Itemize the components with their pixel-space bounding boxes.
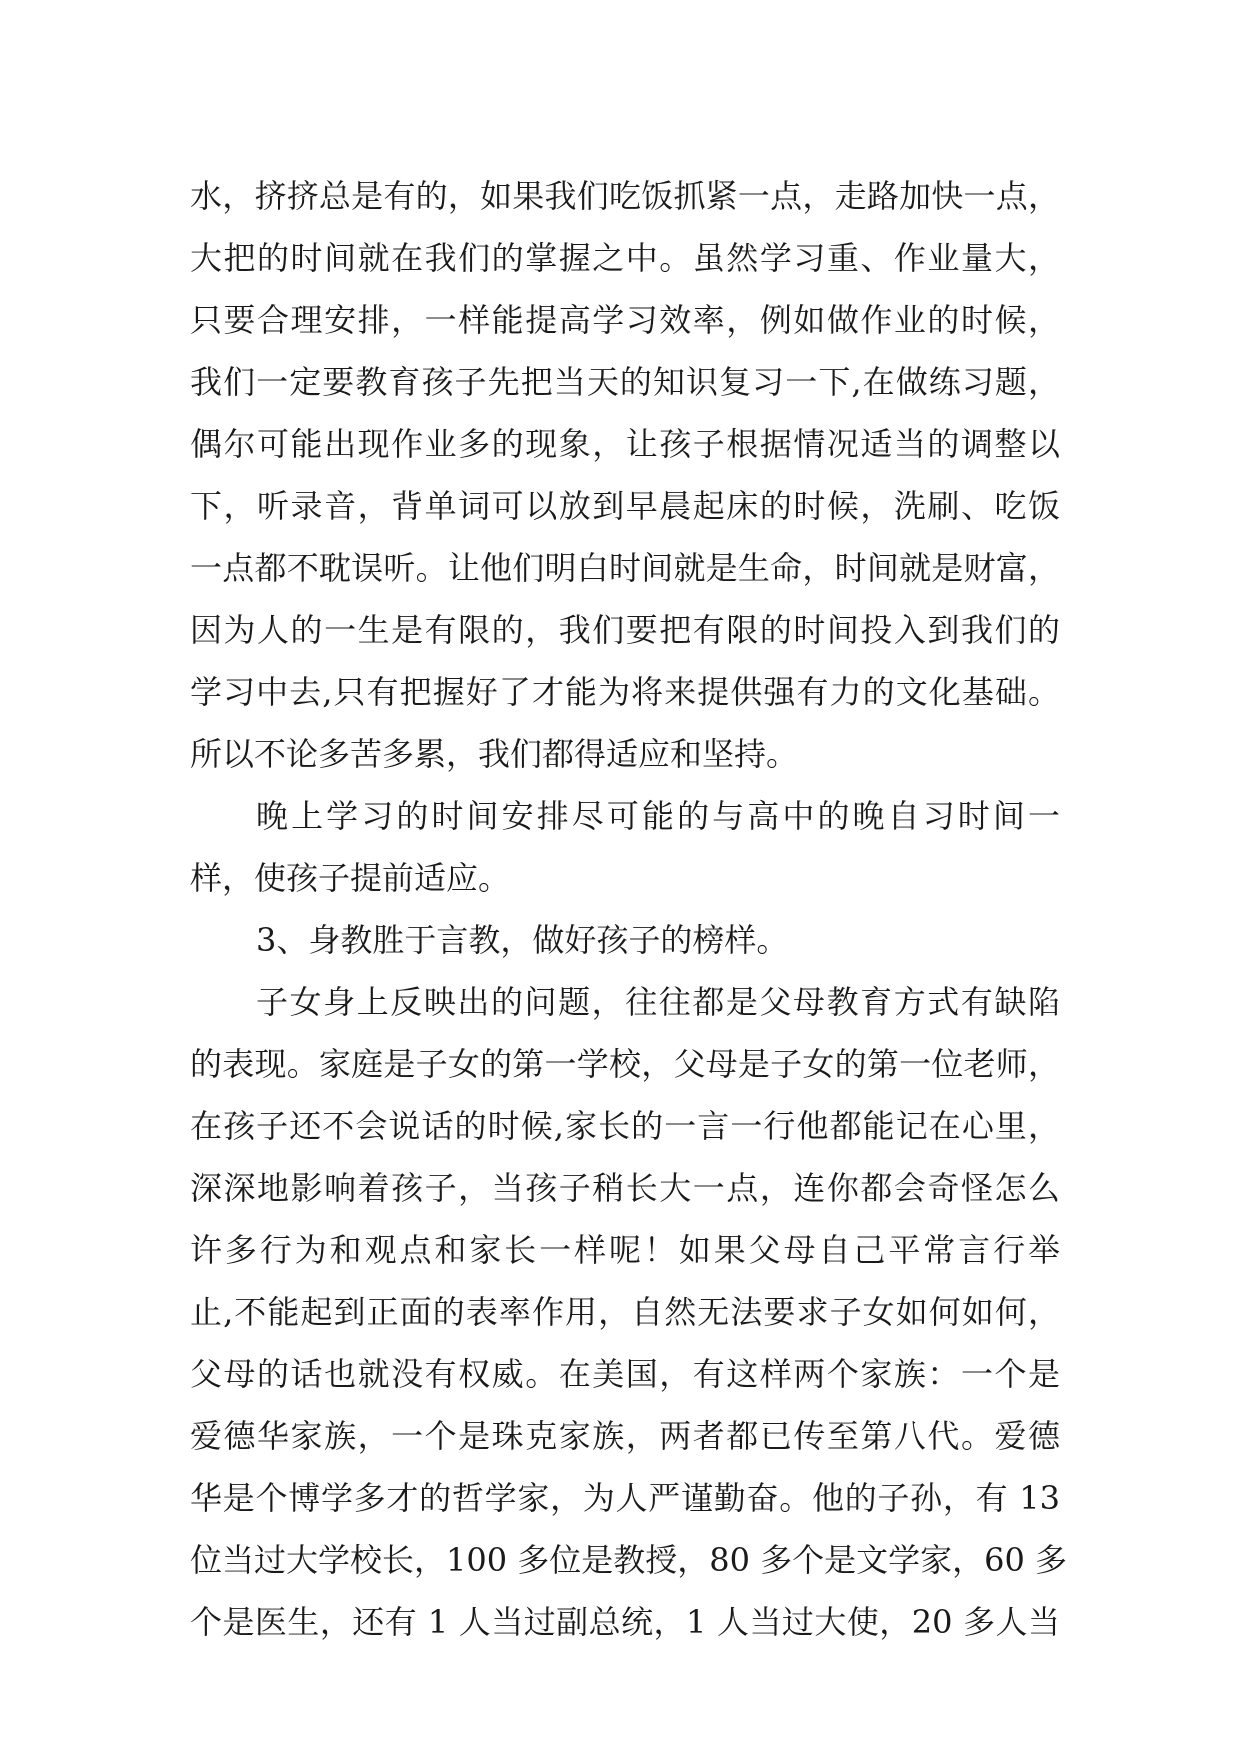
text-line: 的表现。家庭是子女的第一学校，父母是子女的第一位老师， (190, 1045, 1060, 1083)
body-text (190, 165, 1068, 1653)
paragraph-first-line: 子女身上反映出的问题，往往都是父母教育方式有缺陷 (256, 983, 1060, 1021)
text-line: 爱德华家族，一个是珠克家族，两者都已传至第八代。爱德 (190, 1417, 1060, 1455)
text-line: 学习中去,只有把握好了才能为将来提供强有力的文化基础。 (190, 673, 1060, 711)
text-line: 深深地影响着孩子，当孩子稍长大一点，连你都会奇怪怎么 (190, 1169, 1060, 1207)
text-line: 在孩子还不会说话的时候,家长的一言一行他都能记在心里， (190, 1107, 1060, 1145)
text-line: 因为人的一生是有限的，我们要把有限的时间投入到我们的 (190, 611, 1060, 649)
text-line: 只要合理安排，一样能提高学习效率，例如做作业的时候， (190, 301, 1060, 339)
text-line: 水，挤挤总是有的，如果我们吃饭抓紧一点，走路加快一点， (190, 177, 1060, 215)
text-line: 父母的话也就没有权威。在美国，有这样两个家族：一个是 (190, 1355, 1060, 1393)
text-line: 一点都不耽误听。让他们明白时间就是生命，时间就是财富， (190, 549, 1060, 587)
text-line: 止,不能起到正面的表率作用，自然无法要求子女如何如何， (190, 1293, 1060, 1331)
text-line: 样，使孩子提前适应。 (190, 859, 511, 897)
text-line: 个是医生，还有 1 人当过副总统，1 人当过大使，20 多人当 (190, 1603, 1060, 1641)
paragraph-first-line: 晚上学习的时间安排尽可能的与高中的晚自习时间一 (256, 797, 1060, 835)
text-line: 偶尔可能出现作业多的现象，让孩子根据情况适当的调整以 (190, 425, 1060, 463)
text-line: 许多行为和观点和家长一样呢！如果父母自己平常言行举 (190, 1231, 1060, 1269)
text-line: 下，听录音，背单词可以放到早晨起床的时候，洗刷、吃饭 (190, 487, 1060, 525)
text-line: 位当过大学校长，100 多位是教授，80 多个是文学家，60 多 (190, 1541, 1068, 1579)
text-line: 华是个博学多才的哲学家，为人严谨勤奋。他的子孙，有 13 (190, 1479, 1060, 1517)
text-line: 所以不论多苦多累，我们都得适应和坚持。 (190, 735, 799, 773)
text-line: 我们一定要教育孩子先把当天的知识复习一下,在做练习题， (190, 363, 1060, 401)
text-line: 大把的时间就在我们的掌握之中。虽然学习重、作业量大， (190, 239, 1060, 277)
section-heading: 3、身教胜于言教，做好孩子的榜样。 (256, 921, 789, 959)
